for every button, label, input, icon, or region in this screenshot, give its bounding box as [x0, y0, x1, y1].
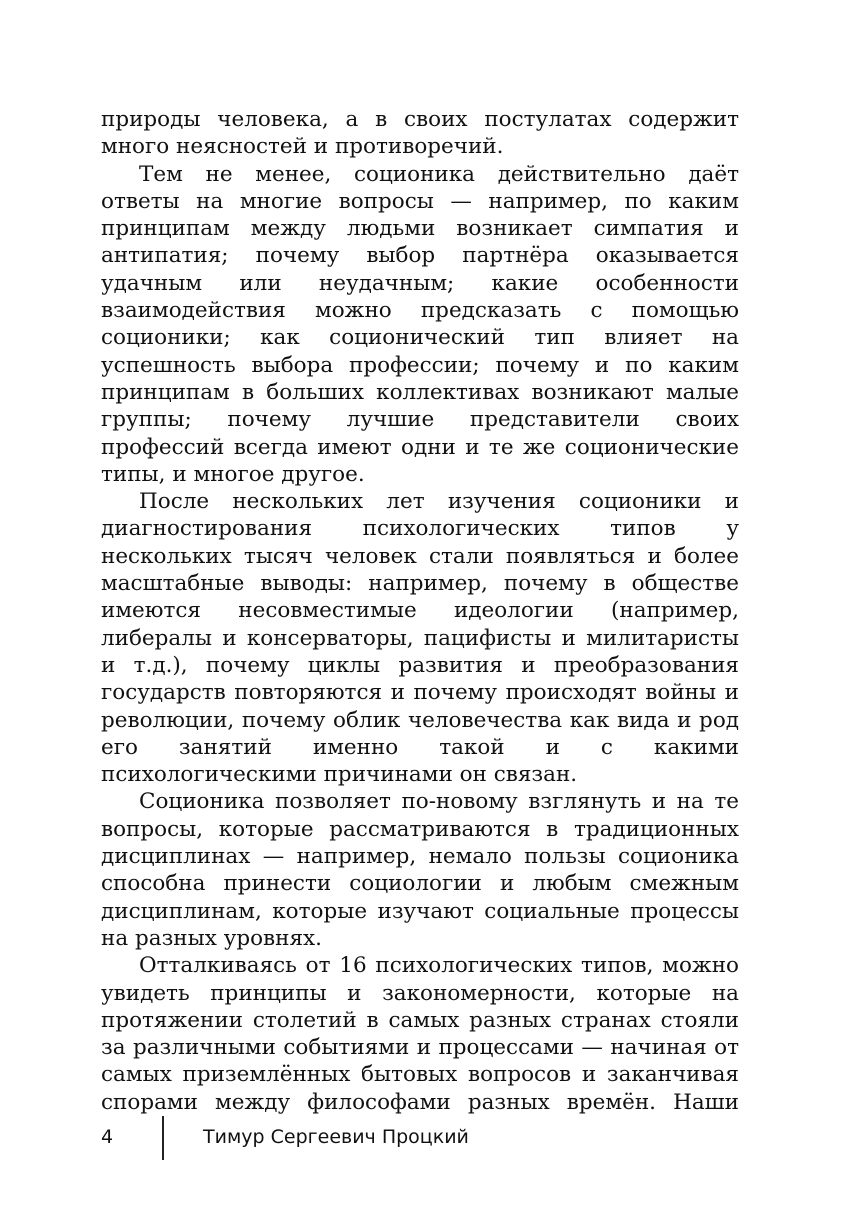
- author-name: Тимур Сергеевич Процкий: [203, 1126, 469, 1148]
- page-body-text: [101, 106, 739, 1116]
- paragraph-3: После нескольких лет изучения соционики и диагностирования психологических типов у нескольких тысяч человек стали появляться и более масштабные выводы: например, почему в обществе имеются несовместимые идеологии (например, либералы и консерваторы, пацифисты и милитаристы и т.д.), почему циклы развития и преобразования государств повторяются и почему происходят войны и революции, почему облик человечества как вида и род его занятий именно такой и с какими психологическими причинами он связан.: [101, 489, 739, 788]
- paragraph-4: Соционика позволяет по-новому взглянуть и на те вопросы, которые рассматриваются в традиционных дисциплинах — например, немало пользы соционика способна принести социологии и любым смежным дисциплинам, которые изучают социальные процессы на разных уровнях.: [101, 789, 739, 951]
- paragraph-1: природы человека, а в своих постулатах содержит много неясностей и противоречий.: [101, 107, 739, 160]
- paragraph-2: Тем не менее, соционика действительно даёт ответы на многие вопросы — например, по каким принципам между людьми возникает симпатия и антипатия; почему выбор партнёра оказывается удачным или неудачным; какие особенности взаимодействия можно предсказать с помощью соционики; как соционический тип влияет на успешность выбора профессии; почему и по каким принципам в больших коллективах возникают малые группы; почему лучшие представители своих профессий всегда имеют одни и те же соционические типы, и многое другое.: [101, 161, 739, 487]
- footer-divider: [162, 1116, 164, 1160]
- paragraph-5: Отталкиваясь от 16 психологических типов, можно увидеть принципы и закономерности, которые на протяжении столетий в самых разных странах стояли за различными событиями и процессами — начиная от самых приземлённых бытовых вопросов и заканчивая спорами между философами разных времён. Наши: [101, 953, 739, 1115]
- page-footer: [0, 1116, 856, 1162]
- page-number: 4: [101, 1126, 114, 1148]
